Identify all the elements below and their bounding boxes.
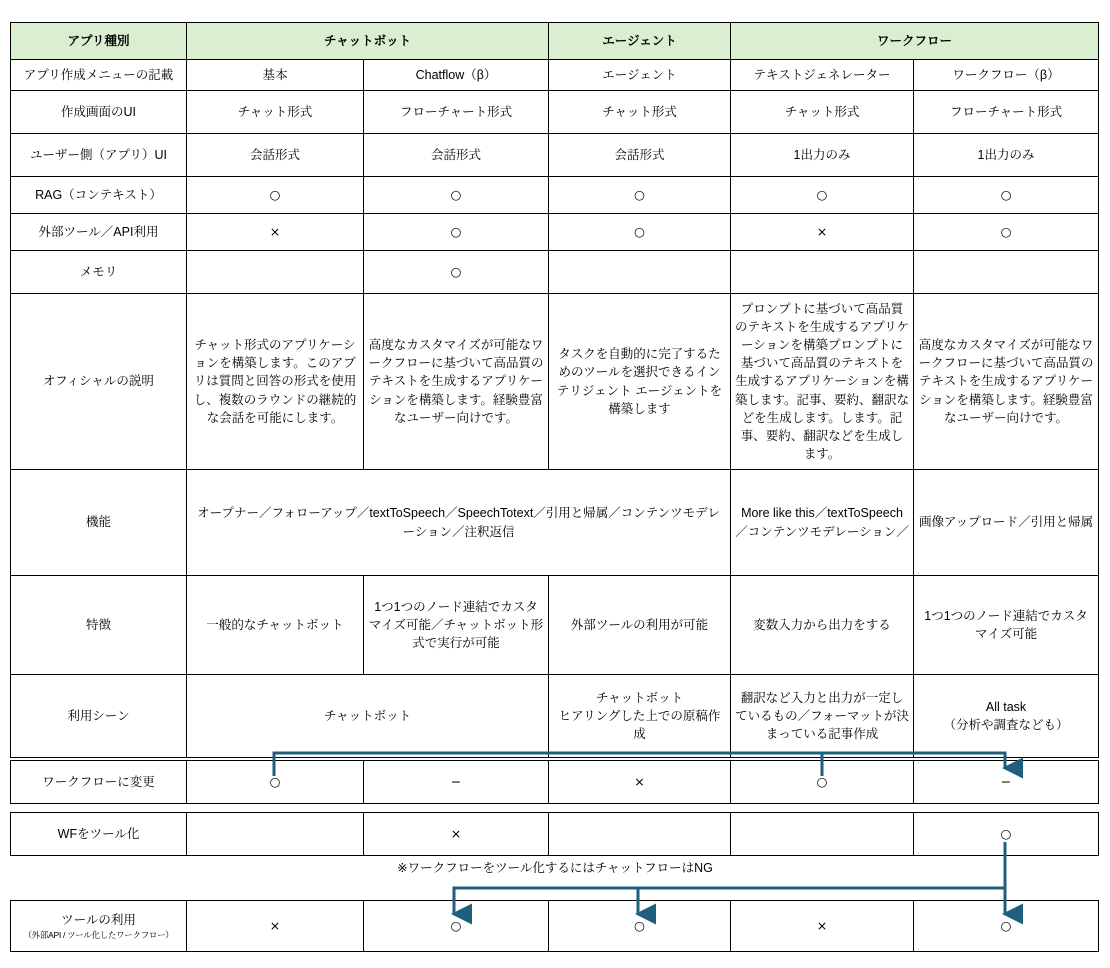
cell-wf-change-basic: ○ [187,761,364,804]
row-label-functions: 機能 [11,470,187,576]
header-group-workflow: ワークフロー [731,23,1099,60]
cell-rag-textgen: ○ [731,177,914,214]
app-type-comparison-table [10,22,1099,758]
row-label-user-ui: ユーザー側（アプリ）UI [11,134,187,177]
cell-menu-name-workflow: ワークフロー（β） [914,60,1099,91]
cell-description-workflow: 高度なカスタマイズが可能なワークフローに基づいて高品質のテキストを生成するアプリケーションを構築します。経験豊富なユーザー向けです。 [914,294,1099,470]
table-row-workflow-change [11,761,1099,804]
table-row-functions [11,470,1099,576]
cell-user-ui-chatflow: 会話形式 [364,134,549,177]
row-label-memory: メモリ [11,251,187,294]
cell-memory-agent [549,251,731,294]
row-label-characteristics: 特徴 [11,576,187,675]
cell-memory-chatflow: ○ [364,251,549,294]
footnote-text: ※ワークフローをツール化するにはチャットフローはNG [397,861,713,875]
row-label-tool-usage-sub: （外部API / ツール化したワークフロー） [23,930,174,941]
cell-tool-use-agent: ○ [549,901,731,952]
row-label-workflow-as-tool: WFをツール化 [11,813,187,856]
cell-rag-agent: ○ [549,177,731,214]
table-row-user-ui [11,134,1099,177]
table-row-use-case [11,675,1099,758]
cell-user-ui-textgen: 1出力のみ [731,134,914,177]
table-row-official-description [11,294,1099,470]
cell-use-case-textgen: 翻訳など入力と出力が一定しているもの／フォーマットが決まっている記事作成 [731,675,914,758]
cell-wf-tool-agent [549,813,731,856]
cell-wf-tool-textgen [731,813,914,856]
table-row-external-tool [11,214,1099,251]
row-label-build-ui: 作成画面のUI [11,91,187,134]
table-row-menu-name [11,60,1099,91]
row-label-workflow-change: ワークフローに変更 [11,761,187,804]
table-header-row [11,23,1099,60]
cell-build-ui-textgen: チャット形式 [731,91,914,134]
row-label-menu-name: アプリ作成メニューの記載 [11,60,187,91]
cell-tool-use-basic: × [187,901,364,952]
cell-description-textgen: プロンプトに基づいて高品質のテキストを生成するアプリケーションを構築プロンプトに基づいて高品質のテキストを生成するアプリケーションを構築します。記事、要約、翻訳などを生成します。します。記事、要約、翻訳などを生成します。 [731,294,914,470]
table-row-characteristics [11,576,1099,675]
cell-description-agent: タスクを自動的に完了するためのツールを選択できるインテリジェント エージェントを構築します [549,294,731,470]
cell-rag-chatflow: ○ [364,177,549,214]
cell-tool-use-workflow: ○ [914,901,1099,952]
cell-user-ui-workflow: 1出力のみ [914,134,1099,177]
cell-use-case-workflow: All task （分析や調査なども） [914,675,1099,758]
cell-functions-chat-group: オープナー／フォローアップ／textToSpeech／SpeechTotext／引用と帰属／コンテンツモデレーション／注釈返信 [187,470,731,576]
cell-memory-textgen [731,251,914,294]
cell-wf-tool-basic [187,813,364,856]
header-group-chatbot: チャットボット [187,23,549,60]
cell-description-chatflow: 高度なカスタマイズが可能なワークフローに基づいて高品質のテキストを生成するアプリケーションを構築します。経験豊富なユーザー向けです。 [364,294,549,470]
cell-user-ui-agent: 会話形式 [549,134,731,177]
row-label-use-case: 利用シーン [11,675,187,758]
cell-wf-change-textgen: ○ [731,761,914,804]
row-label-tool-usage [11,901,187,952]
table-row-memory [11,251,1099,294]
cell-wf-change-chatflow: − [364,761,549,804]
cell-user-ui-basic: 会話形式 [187,134,364,177]
row-label-rag: RAG（コンテキスト） [11,177,187,214]
cell-build-ui-chatflow: フローチャート形式 [364,91,549,134]
cell-menu-name-chatflow: Chatflow（β） [364,60,549,91]
table-row-build-ui [11,91,1099,134]
table-row-tool-usage [11,901,1099,952]
cell-functions-workflow: 画像アップロード／引用と帰属 [914,470,1099,576]
cell-wf-change-workflow: − [914,761,1099,804]
cell-wf-tool-chatflow: × [364,813,549,856]
cell-wf-change-agent: × [549,761,731,804]
workflow-change-table [10,760,1099,804]
cell-menu-name-agent: エージェント [549,60,731,91]
cell-description-basic: チャット形式のアプリケーションを構築します。このアプリは質問と回答の形式を使用し、複数のラウンドの継続的な会話を可能にします。 [187,294,364,470]
cell-tool-use-chatflow: ○ [364,901,549,952]
cell-external-tool-textgen: × [731,214,914,251]
cell-memory-basic [187,251,364,294]
row-label-tool-usage-main: ツールの利用 [61,912,136,927]
tool-usage-table [10,900,1099,952]
cell-build-ui-basic: チャット形式 [187,91,364,134]
cell-rag-workflow: ○ [914,177,1099,214]
table-row-workflow-as-tool [11,813,1099,856]
cell-characteristics-workflow: 1つ1つのノード連結でカスタマイズ可能 [914,576,1099,675]
cell-characteristics-basic: 一般的なチャットボット [187,576,364,675]
cell-characteristics-textgen: 変数入力から出力をする [731,576,914,675]
row-label-external-tool: 外部ツール／API利用 [11,214,187,251]
cell-tool-use-textgen: × [731,901,914,952]
cell-characteristics-agent: 外部ツールの利用が可能 [549,576,731,675]
cell-rag-basic: ○ [187,177,364,214]
cell-characteristics-chatflow: 1つ1つのノード連結でカスタマイズ可能／チャットボット形式で実行が可能 [364,576,549,675]
cell-functions-textgen: More like this／textToSpeech／コンテンツモデレーション／ [731,470,914,576]
cell-external-tool-workflow: ○ [914,214,1099,251]
header-group-agent: エージェント [549,23,731,60]
workflow-as-tool-table [10,812,1099,856]
cell-memory-workflow [914,251,1099,294]
cell-wf-tool-workflow: ○ [914,813,1099,856]
cell-menu-name-basic: 基本 [187,60,364,91]
cell-external-tool-chatflow: ○ [364,214,549,251]
cell-external-tool-basic: × [187,214,364,251]
row-label-official-description: オフィシャルの説明 [11,294,187,470]
header-app-type: アプリ種別 [11,23,187,60]
cell-external-tool-agent: ○ [549,214,731,251]
table-row-rag [11,177,1099,214]
cell-build-ui-agent: チャット形式 [549,91,731,134]
cell-build-ui-workflow: フローチャート形式 [914,91,1099,134]
cell-use-case-chatbot-group: チャットボット [187,675,549,758]
cell-menu-name-textgen: テキストジェネレーター [731,60,914,91]
cell-use-case-agent: チャットボット ヒアリングした上での原稿作成 [549,675,731,758]
